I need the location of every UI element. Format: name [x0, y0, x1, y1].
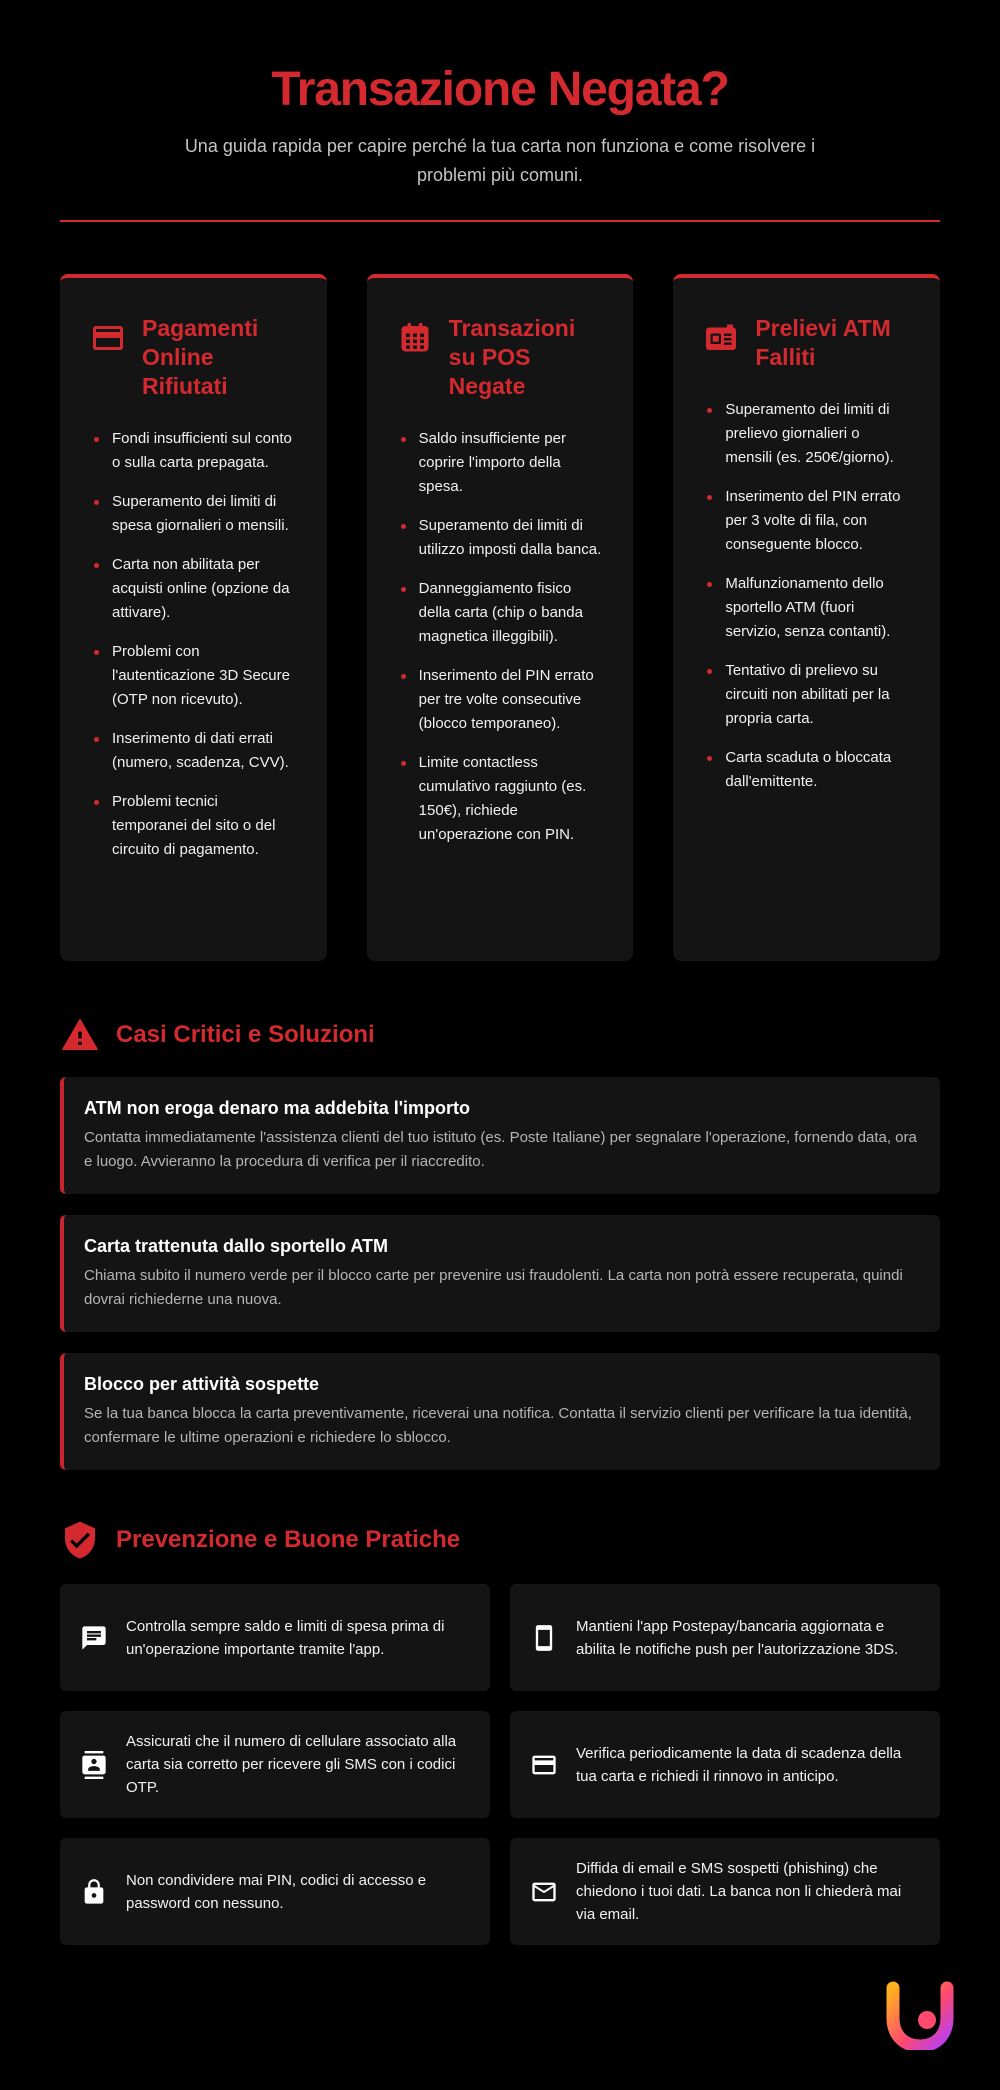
shield-check-icon	[60, 1520, 100, 1560]
mail-icon	[530, 1878, 558, 1906]
tip-card	[60, 1584, 490, 1691]
atm-icon	[703, 320, 739, 356]
critical-case-card	[60, 1353, 940, 1470]
tip-card	[510, 1584, 940, 1691]
tip-card	[510, 1711, 940, 1818]
page-subtitle: Una guida rapida per capire perché la tua carta non funziona e come risolvere i problemi più comuni.	[184, 136, 816, 185]
case-text: Contatta immediatamente l'assistenza clienti del tuo istituto (es. Poste Italiane) per segnalare l'operazione, fornendo data, ora e luogo. Avvieranno la procedura di verifica per il riaccredito.	[84, 1129, 917, 1170]
list-item: Superamento dei limiti di spesa giornalieri o mensili.	[110, 490, 297, 538]
list-item: Inserimento di dati errati (numero, scadenza, CVV).	[110, 727, 297, 775]
tip-text: Diffida di email e SMS sospetti (phishing) che chiedono i tuoi dati. La banca non li chiederà mai via email.	[576, 1860, 902, 1923]
case-text: Chiama subito il numero verde per il blocco carte per prevenire usi fraudolenti. La carta non potrà essere recuperata, quindi dovrai richiederne una nuova.	[84, 1267, 903, 1308]
card-online-payments	[60, 274, 327, 961]
list-item: Saldo insufficiente per coprire l'importo della spesa.	[417, 427, 604, 499]
list-item: Carta scaduta o bloccata dall'emittente.	[723, 746, 910, 794]
card-list	[90, 427, 297, 862]
tip-text: Verifica periodicamente la data di scadenza della tua carta e richiedi il rinnovo in anticipo.	[576, 1744, 902, 1785]
divider	[60, 220, 940, 222]
prevention-section	[60, 1520, 940, 1945]
list-item: Superamento dei limiti di prelievo giornalieri o mensili (es. 250€/giorno).	[723, 398, 910, 470]
list-item: Carta non abilitata per acquisti online (opzione da attivare).	[110, 553, 297, 625]
tip-card	[510, 1838, 940, 1945]
tip-text: Assicurati che il numero di cellulare associato alla carta sia corretto per ricevere gli SMS con i codici OTP.	[126, 1733, 457, 1796]
list-item: Malfunzionamento dello sportello ATM (fuori servizio, senza contanti).	[723, 572, 910, 644]
card-title: Transazioni su POS Negate	[448, 315, 576, 399]
card-title: Prelievi ATM Falliti	[755, 315, 891, 370]
warning-icon	[60, 1015, 100, 1055]
critical-case-card	[60, 1077, 940, 1194]
tip-text: Controlla sempre saldo e limiti di spesa prima di un'operazione importante tramite l'app.	[126, 1617, 445, 1658]
tip-text: Mantieni l'app Postepay/bancaria aggiornata e abilita le notifiche push per l'autorizzazione 3DS.	[576, 1617, 899, 1658]
causes-cards	[60, 274, 940, 961]
case-title: ATM non eroga denaro ma addebita l'importo	[84, 1098, 470, 1118]
credit-card-icon	[90, 320, 126, 356]
smartphone-icon	[530, 1624, 558, 1652]
case-title: Blocco per attività sospette	[84, 1374, 320, 1394]
page-title: Transazione Negata?	[271, 63, 729, 116]
section-title: Casi Critici e Soluzioni	[116, 1021, 375, 1048]
list-item: Tentativo di prelievo su circuiti non abilitati per la propria carta.	[723, 659, 910, 731]
case-text: Se la tua banca blocca la carta preventivamente, riceverai una notifica. Contatta il servizio clienti per verificare la tua identità, confermare le ultime operazioni e richiedere lo sblocco.	[84, 1405, 912, 1446]
tips-grid	[60, 1584, 940, 1945]
section-title: Prevenzione e Buone Pratiche	[116, 1526, 461, 1553]
page	[60, 0, 940, 1945]
card-list	[397, 427, 604, 847]
card-list	[703, 398, 910, 794]
case-title: Carta trattenuta dallo sportello ATM	[84, 1236, 389, 1256]
critical-case-card	[60, 1215, 940, 1332]
list-item: Problemi con l'autenticazione 3D Secure (OTP non ricevuto).	[110, 640, 297, 712]
list-item: Limite contactless cumulativo raggiunto (es. 150€), richiede un'operazione con PIN.	[417, 751, 604, 847]
contact-card-icon	[80, 1751, 108, 1779]
pos-terminal-icon	[397, 320, 433, 356]
card-title: Pagamenti Online Rifiutati	[142, 315, 259, 399]
list-item: Fondi insufficienti sul conto o sulla carta prepagata.	[110, 427, 297, 475]
critical-cases-section	[60, 1015, 940, 1470]
message-icon	[80, 1624, 108, 1652]
list-item: Problemi tecnici temporanei del sito o del circuito di pagamento.	[110, 790, 297, 862]
hero	[60, 0, 940, 222]
brand-logo	[885, 1980, 955, 2050]
list-item: Inserimento del PIN errato per tre volte consecutive (blocco temporaneo).	[417, 664, 604, 736]
card-atm-withdrawals	[673, 274, 940, 961]
list-item: Danneggiamento fisico della carta (chip o banda magnetica illeggibili).	[417, 577, 604, 649]
credit-card-icon	[530, 1751, 558, 1779]
list-item: Superamento dei limiti di utilizzo imposti dalla banca.	[417, 514, 604, 562]
lock-icon	[80, 1878, 108, 1906]
tip-card	[60, 1711, 490, 1818]
list-item: Inserimento del PIN errato per 3 volte di fila, con conseguente blocco.	[723, 485, 910, 557]
tip-text: Non condividere mai PIN, codici di accesso e password con nessuno.	[126, 1871, 427, 1912]
card-pos-transactions	[367, 274, 634, 961]
tip-card	[60, 1838, 490, 1945]
